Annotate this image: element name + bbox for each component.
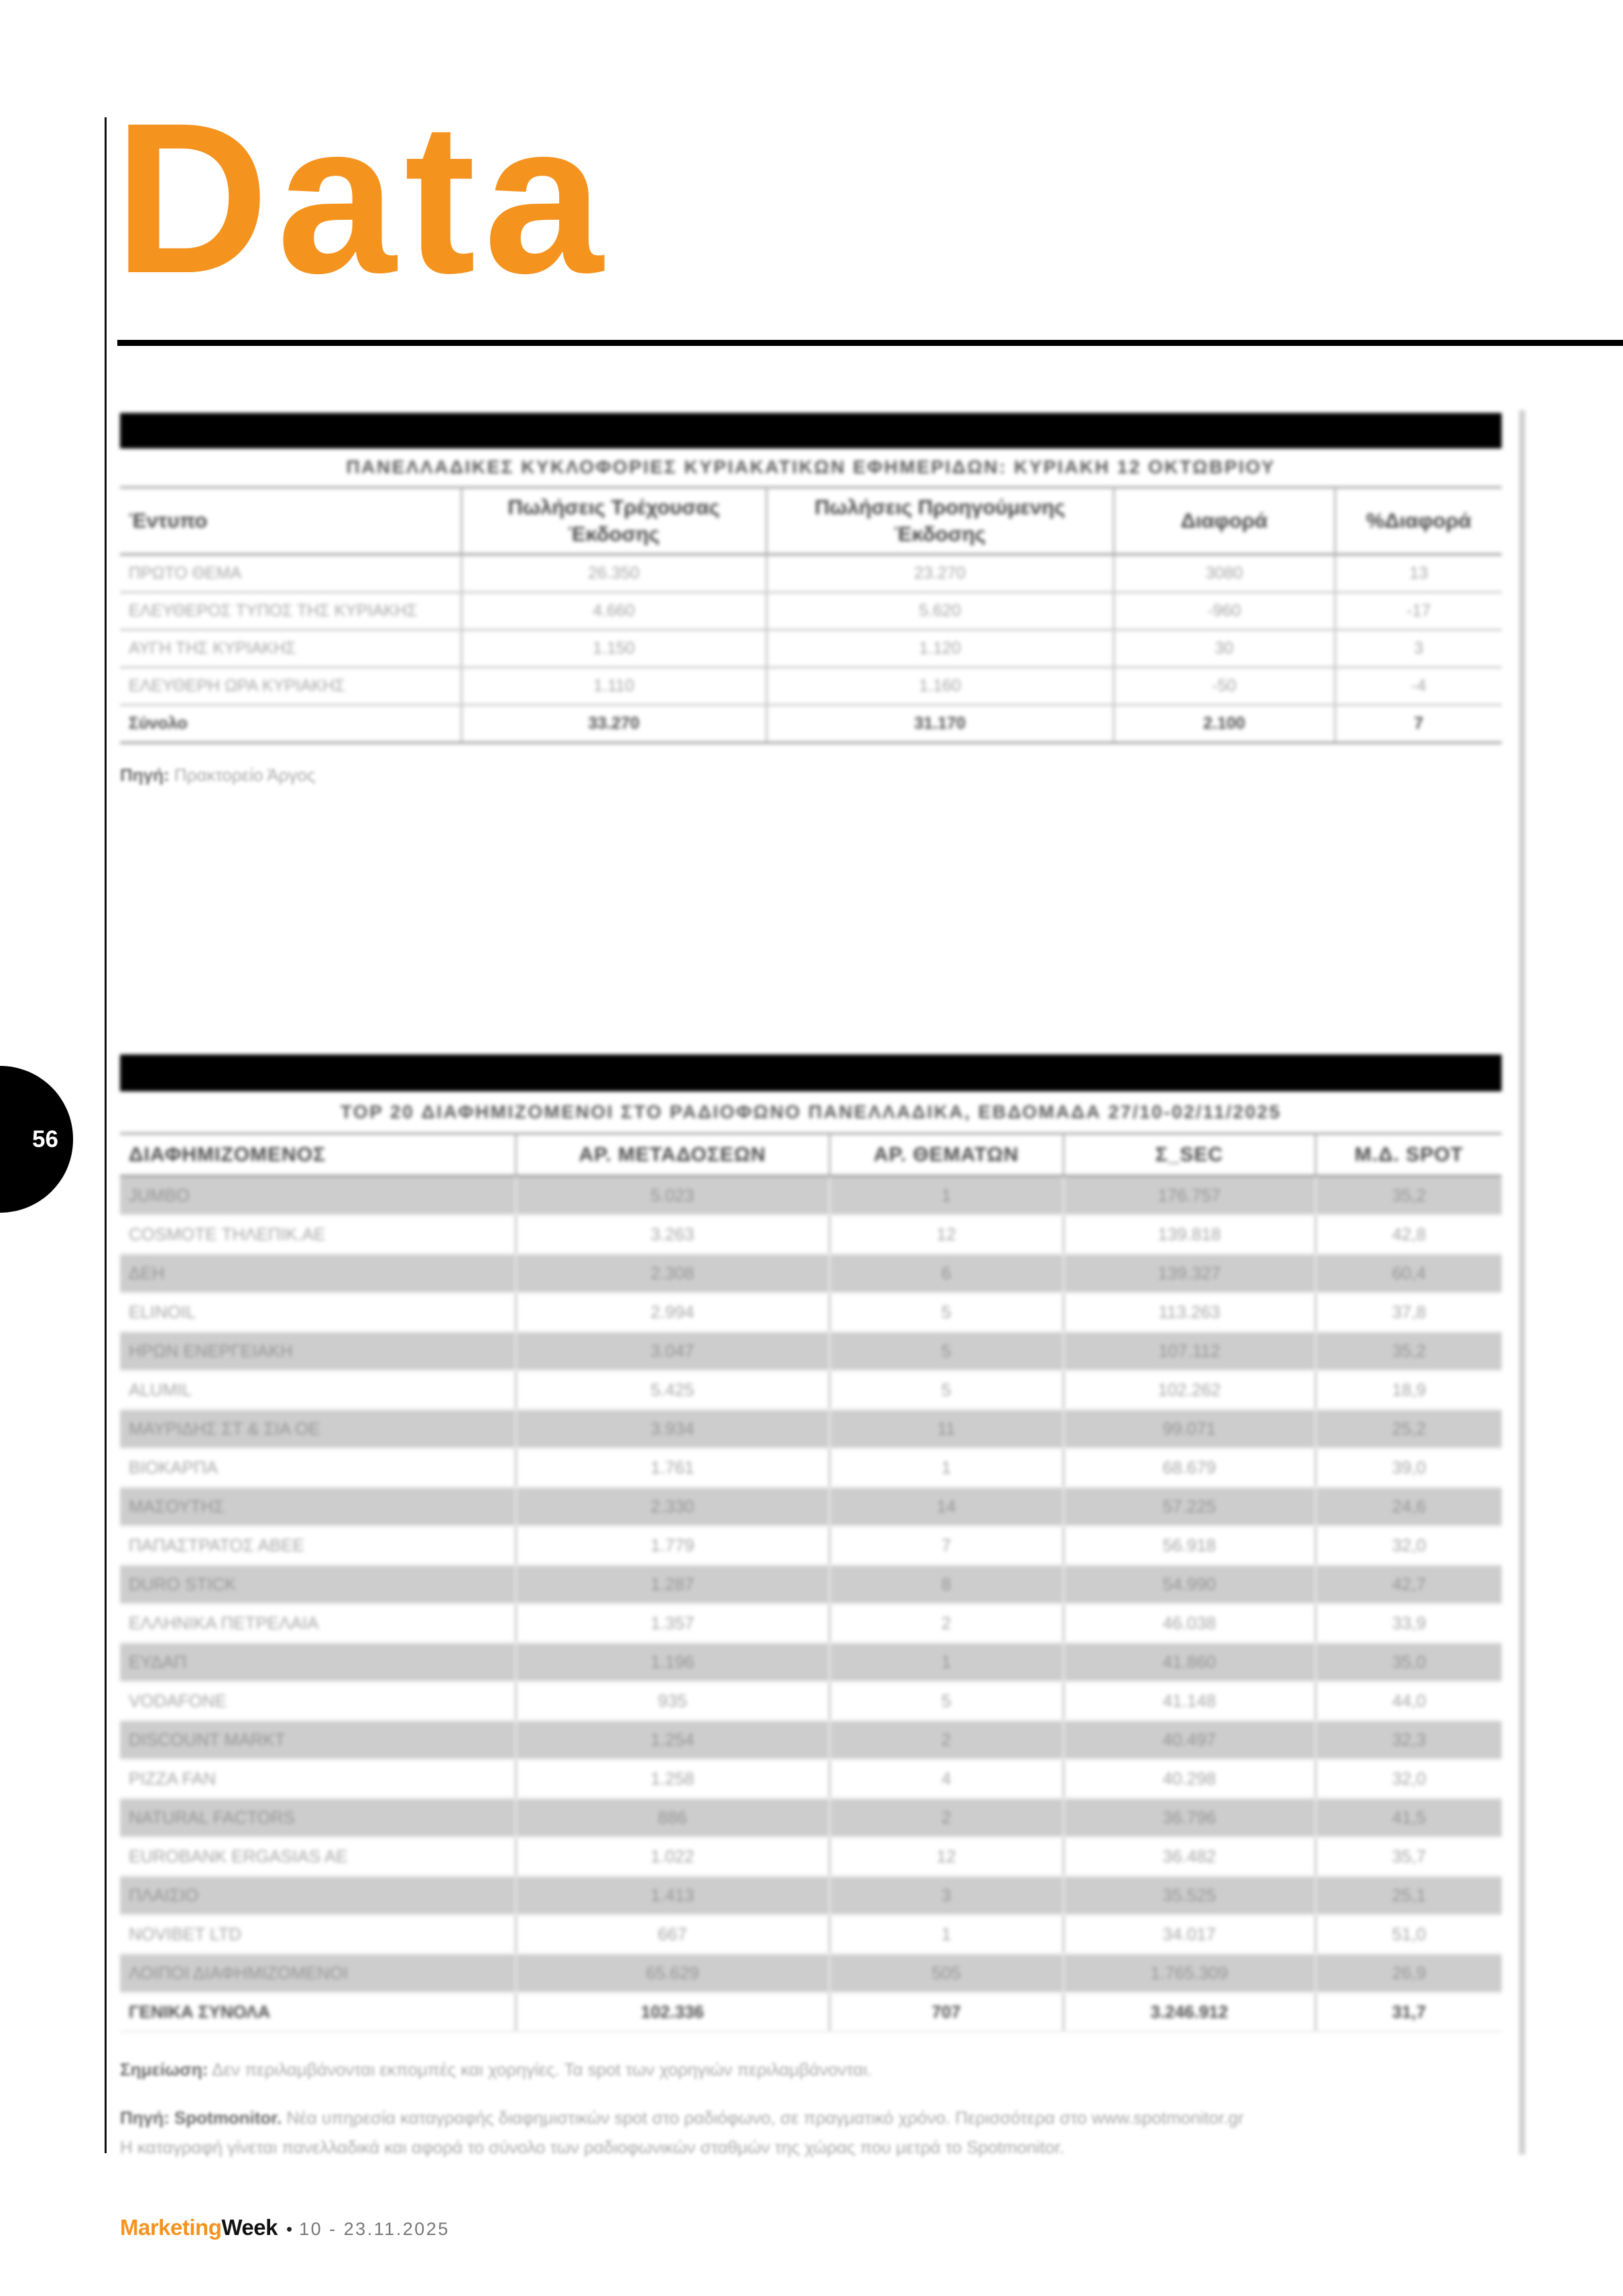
- row-value: 41.148: [1063, 1682, 1315, 1721]
- row-label: JUMBO: [120, 1176, 516, 1215]
- row-value: 5.023: [516, 1176, 829, 1215]
- row-value: 2: [829, 1604, 1063, 1643]
- row-value: 31,7: [1315, 1993, 1502, 2032]
- row-value: 42,7: [1315, 1565, 1502, 1604]
- row-value: 26,9: [1315, 1954, 1502, 1993]
- table-row: [120, 630, 1502, 668]
- row-value: 102.262: [1063, 1371, 1315, 1410]
- row-value: 60,4: [1315, 1254, 1502, 1293]
- row-value: 23.270: [766, 554, 1114, 593]
- row-value: 3.047: [516, 1332, 829, 1371]
- row-value: 5.425: [516, 1371, 829, 1410]
- table-row: [120, 1604, 1502, 1643]
- row-value: 176.757: [1063, 1176, 1315, 1215]
- row-label: PIZZA FAN: [120, 1760, 516, 1799]
- row-value: 44,0: [1315, 1682, 1502, 1721]
- row-value: 1.022: [516, 1837, 829, 1876]
- row-value: 1.110: [461, 668, 766, 705]
- row-value: 35,2: [1315, 1332, 1502, 1371]
- row-value: 3.263: [516, 1215, 829, 1254]
- row-value: 24,6: [1315, 1488, 1502, 1526]
- row-value: 1: [829, 1643, 1063, 1682]
- row-label: ΛΟΙΠΟΙ ΔΙΑΦΗΜΙΖΟΜΕΝΟΙ: [120, 1954, 516, 1993]
- title-rule: [117, 340, 1623, 346]
- page-number: 56: [32, 1126, 58, 1152]
- row-value: 25,2: [1315, 1410, 1502, 1449]
- row-value: 1.357: [516, 1604, 829, 1643]
- row-value: 31.170: [766, 705, 1114, 743]
- row-value: 99.071: [1063, 1410, 1315, 1449]
- column-header-percent-difference: %Διαφορά: [1335, 489, 1502, 554]
- row-value: 7: [829, 1526, 1063, 1565]
- footer: [120, 2214, 450, 2246]
- row-value: -50: [1114, 668, 1335, 705]
- row-label: ΜΑΣΟΥΤΗΣ: [120, 1488, 516, 1526]
- source-note: [120, 2106, 1244, 2129]
- row-value: 1.160: [766, 668, 1114, 705]
- note-label: Σημείωση:: [120, 2059, 208, 2079]
- row-value: 2.330: [516, 1488, 829, 1526]
- row-label: NOVIBET LTD: [120, 1915, 516, 1954]
- table-row: [120, 1410, 1502, 1449]
- row-value: 139.327: [1063, 1254, 1315, 1293]
- table-row: [120, 1176, 1502, 1215]
- row-value: 40.497: [1063, 1721, 1315, 1760]
- row-value: 35,7: [1315, 1837, 1502, 1876]
- table-header-row: [120, 1135, 1502, 1176]
- row-label: ΕΛΕΥΘΕΡΗ ΩΡΑ ΚΥΡΙΑΚΗΣ: [120, 668, 461, 705]
- row-value: 1.258: [516, 1760, 829, 1799]
- row-value: 1.765.309: [1063, 1954, 1315, 1993]
- column-header-total-seconds: Σ_SEC: [1063, 1135, 1315, 1176]
- column-header-avg-spot: Μ.Δ. SPOT: [1315, 1135, 1502, 1176]
- table-row: [120, 1332, 1502, 1371]
- row-value: 1.150: [461, 630, 766, 668]
- row-value: 505: [829, 1954, 1063, 1993]
- row-value: 1: [829, 1449, 1063, 1488]
- table-body: [120, 1176, 1502, 2032]
- table-circulation: [120, 413, 1502, 744]
- row-value: 65.629: [516, 1954, 829, 1993]
- row-value: 26.350: [461, 554, 766, 593]
- row-value: 56.918: [1063, 1526, 1315, 1565]
- table-row: [120, 1526, 1502, 1565]
- row-value: 11: [829, 1410, 1063, 1449]
- brand-logo-part2: Week: [221, 2215, 278, 2240]
- table-header-row: [120, 489, 1502, 554]
- row-value: 36.796: [1063, 1799, 1315, 1837]
- source-note-continued: [120, 2136, 1065, 2159]
- row-value: 102.336: [516, 1993, 829, 2032]
- row-value: 12: [829, 1215, 1063, 1254]
- table-row: [120, 1565, 1502, 1604]
- row-value: 4.660: [461, 593, 766, 630]
- issue-date: 10 - 23.11.2025: [299, 2219, 450, 2239]
- table-row: [120, 1876, 1502, 1915]
- footer-separator: •: [286, 2219, 293, 2239]
- row-value: 41.860: [1063, 1643, 1315, 1682]
- row-value: 1.120: [766, 630, 1114, 668]
- row-value: 51,0: [1315, 1915, 1502, 1954]
- advertisers-table: [120, 1135, 1502, 2033]
- row-label: ELINOIL: [120, 1293, 516, 1332]
- table-row: [120, 1799, 1502, 1837]
- row-value: 3.246.912: [1063, 1993, 1315, 2032]
- row-label: ΗΡΩΝ ΕΝΕΡΓΕΙΑΚΗ: [120, 1332, 516, 1371]
- source-text-line1: Νέα υπηρεσία καταγραφής διαφημιστικών spot στο ραδιόφωνο, σε πραγματικό χρόνο. Περισσότερα στο www.spotmonitor.gr: [286, 2108, 1244, 2128]
- table-row: [120, 1837, 1502, 1876]
- circulation-table: [120, 489, 1502, 744]
- table-body: [120, 554, 1502, 743]
- column-header-difference: Διαφορά: [1114, 489, 1335, 554]
- row-value: 2: [829, 1721, 1063, 1760]
- row-label: ΓΕΝΙΚΑ ΣΥΝΟΛΑ: [120, 1993, 516, 2032]
- table-row: [120, 1915, 1502, 1954]
- table-title: TOP 20 ΔΙΑΦΗΜΙΖΟΜΕΝΟΙ ΣΤΟ ΡΑΔΙΟΦΩΝΟ ΠΑΝΕΛΛΑΔΙΚΑ, ΕΒΔΟΜΑΔΑ 27/10-02/11/2025: [120, 1091, 1502, 1135]
- page-title: Data: [114, 78, 611, 318]
- row-value: 4: [829, 1760, 1063, 1799]
- column-header-themes: ΑΡ. ΘΕΜΑΤΩΝ: [829, 1135, 1063, 1176]
- table-row: [120, 1682, 1502, 1721]
- row-value: 34.017: [1063, 1915, 1315, 1954]
- row-value: 33.270: [461, 705, 766, 743]
- row-value: 37,8: [1315, 1293, 1502, 1332]
- row-value: 36.482: [1063, 1837, 1315, 1876]
- row-value: 5: [829, 1332, 1063, 1371]
- content-frame-shadow: [1519, 410, 1525, 2155]
- table-row: [120, 1643, 1502, 1682]
- row-label: ΑΥΓΗ ΤΗΣ ΚΥΡΙΑΚΗΣ: [120, 630, 461, 668]
- row-label: ΠΑΠΑΣΤΡΑΤΟΣ ΑΒΕΕ: [120, 1526, 516, 1565]
- row-value: 139.818: [1063, 1215, 1315, 1254]
- row-value: 6: [829, 1254, 1063, 1293]
- row-value: 1.761: [516, 1449, 829, 1488]
- column-header-advertiser: ΔΙΑΦΗΜΙΖΟΜΕΝΟΣ: [120, 1135, 516, 1176]
- row-label: ΕΛΕΥΘΕΡΟΣ ΤΥΠΟΣ ΤΗΣ ΚΥΡΙΑΚΗΣ: [120, 593, 461, 630]
- row-value: 25,1: [1315, 1876, 1502, 1915]
- table-header-bar: [120, 1054, 1502, 1091]
- row-value: 5: [829, 1293, 1063, 1332]
- row-value: 33,9: [1315, 1604, 1502, 1643]
- row-value: 935: [516, 1682, 829, 1721]
- row-label: ΕΥΔΑΠ: [120, 1643, 516, 1682]
- source-note: [120, 764, 315, 786]
- table-radio-advertisers: [120, 1054, 1502, 2033]
- table-note: [120, 2058, 872, 2081]
- row-value: 5: [829, 1682, 1063, 1721]
- column-header-title: Έντυπο: [120, 489, 461, 554]
- row-value: 1.196: [516, 1643, 829, 1682]
- row-value: 68.679: [1063, 1449, 1315, 1488]
- table-row: [120, 1721, 1502, 1760]
- row-value: 1.254: [516, 1721, 829, 1760]
- table-header-bar: [120, 413, 1502, 448]
- row-label: Σύνολο: [120, 705, 461, 743]
- row-label: COSMOTE ΤΗΛΕΠΙΚ.ΑΕ: [120, 1215, 516, 1254]
- row-label: DISCOUNT MARKT: [120, 1721, 516, 1760]
- row-value: 40.298: [1063, 1760, 1315, 1799]
- table-row: [120, 554, 1502, 593]
- row-value: 35,0: [1315, 1643, 1502, 1682]
- row-label: ALUMIL: [120, 1371, 516, 1410]
- row-value: 13: [1335, 554, 1502, 593]
- row-label: NATURAL FACTORS: [120, 1799, 516, 1837]
- row-value: 2.100: [1114, 705, 1335, 743]
- row-label: ΕΛΛΗΝΙΚΑ ΠΕΤΡΕΛΑΙΑ: [120, 1604, 516, 1643]
- row-label: DURO STICK: [120, 1565, 516, 1604]
- row-value: 667: [516, 1915, 829, 1954]
- row-label: EUROBANK ERGASIAS AE: [120, 1837, 516, 1876]
- table-row: [120, 593, 1502, 630]
- source-text-line2: Η καταγραφή γίνεται πανελλαδικά και αφορά το σύνολο των ραδιοφωνικών σταθμών της χώρας που μετρά το Spotmonitor.: [120, 2137, 1065, 2157]
- table-row: [120, 1254, 1502, 1293]
- row-value: 107.112: [1063, 1332, 1315, 1371]
- row-value: 57.225: [1063, 1488, 1315, 1526]
- row-value: -17: [1335, 593, 1502, 630]
- row-value: 3.934: [516, 1410, 829, 1449]
- row-value: 5.620: [766, 593, 1114, 630]
- row-value: 12: [829, 1837, 1063, 1876]
- table-total-row: [120, 1993, 1502, 2032]
- row-value: 35.525: [1063, 1876, 1315, 1915]
- table-row: [120, 1954, 1502, 1993]
- row-value: 1.779: [516, 1526, 829, 1565]
- row-value: 886: [516, 1799, 829, 1837]
- brand-logo-part1: Marketing: [120, 2215, 222, 2240]
- row-value: 54.990: [1063, 1565, 1315, 1604]
- left-margin-rule: [105, 117, 107, 2153]
- row-label: ΜΑΥΡΙΔΗΣ ΣΤ & ΣΙΑ ΟΕ: [120, 1410, 516, 1449]
- row-value: 707: [829, 1993, 1063, 2032]
- table-row: [120, 1293, 1502, 1332]
- table-row: [120, 1760, 1502, 1799]
- row-label: ΠΡΩΤΟ ΘΕΜΑ: [120, 554, 461, 593]
- row-value: 113.263: [1063, 1293, 1315, 1332]
- note-text: Δεν περιλαμβάνονται εκπομπές και χορηγίες. Τα spot των χορηγιών περιλαμβάνονται.: [212, 2059, 872, 2079]
- table-row: [120, 1371, 1502, 1410]
- source-label: Πηγή: Spotmonitor.: [120, 2108, 282, 2128]
- row-value: 30: [1114, 630, 1335, 668]
- row-value: 39,0: [1315, 1449, 1502, 1488]
- row-value: 3: [1335, 630, 1502, 668]
- table-row: [120, 1215, 1502, 1254]
- row-value: 3080: [1114, 554, 1335, 593]
- row-value: 2.994: [516, 1293, 829, 1332]
- table-row: [120, 668, 1502, 705]
- column-header-current-sales: Πωλήσεις Τρέχουσας Έκδοσης: [461, 489, 766, 554]
- row-value: 7: [1335, 705, 1502, 743]
- row-value: 1: [829, 1176, 1063, 1215]
- table-title: ΠΑΝΕΛΛΑΔΙΚΕΣ ΚΥΚΛΟΦΟΡΙΕΣ ΚΥΡΙΑΚΑΤΙΚΩΝ ΕΦΗΜΕΡΙΔΩΝ: ΚΥΡΙΑΚΗ 12 ΟΚΤΩΒΡΙΟΥ: [120, 448, 1502, 489]
- column-header-broadcasts: ΑΡ. ΜΕΤΑΔΟΣΕΩΝ: [516, 1135, 829, 1176]
- row-value: -4: [1335, 668, 1502, 705]
- row-value: 42,8: [1315, 1215, 1502, 1254]
- row-value: 1: [829, 1915, 1063, 1954]
- row-value: 32,3: [1315, 1721, 1502, 1760]
- row-value: 2: [829, 1799, 1063, 1837]
- row-value: 2.308: [516, 1254, 829, 1293]
- row-value: 14: [829, 1488, 1063, 1526]
- table-row: [120, 1449, 1502, 1488]
- row-value: 1.413: [516, 1876, 829, 1915]
- page-number-tab: [0, 1066, 73, 1213]
- column-header-previous-sales: Πωλήσεις Προηγούμενης Έκδοσης: [766, 489, 1114, 554]
- source-label: Πηγή:: [120, 765, 170, 785]
- row-label: ΒΙΟΚΑΡΠΑ: [120, 1449, 516, 1488]
- row-value: 32,0: [1315, 1526, 1502, 1565]
- row-value: 8: [829, 1565, 1063, 1604]
- row-label: VODAFONE: [120, 1682, 516, 1721]
- table-total-row: [120, 705, 1502, 743]
- row-value: 1.287: [516, 1565, 829, 1604]
- row-value: 46.038: [1063, 1604, 1315, 1643]
- row-value: 35,2: [1315, 1176, 1502, 1215]
- row-value: 3: [829, 1876, 1063, 1915]
- brand-logo: [120, 2215, 278, 2240]
- row-label: ΔΕΗ: [120, 1254, 516, 1293]
- row-label: ΠΛΑΙΣΙΟ: [120, 1876, 516, 1915]
- row-value: -960: [1114, 593, 1335, 630]
- row-value: 5: [829, 1371, 1063, 1410]
- row-value: 32,0: [1315, 1760, 1502, 1799]
- row-value: 18,9: [1315, 1371, 1502, 1410]
- row-value: 41,5: [1315, 1799, 1502, 1837]
- source-text: Πρακτορείο Άργος: [174, 765, 316, 785]
- table-row: [120, 1488, 1502, 1526]
